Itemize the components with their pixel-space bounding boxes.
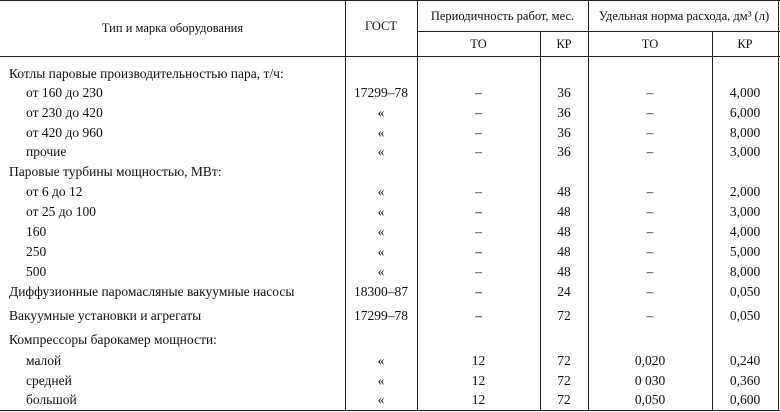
cell-n-to: – (646, 204, 654, 219)
cell-p-to: – (475, 264, 482, 279)
cell-p-kr: 48 (557, 184, 571, 199)
cell-n-to (588, 162, 712, 182)
cell-p-to (417, 64, 540, 84)
cell-n-to: – (646, 105, 654, 120)
cell-n-kr: 2,000 (729, 184, 761, 199)
cell-gost: « (377, 244, 385, 259)
cell-n-to: – (646, 308, 654, 323)
cell-n-to (588, 64, 712, 84)
cell-p-kr: 72 (557, 308, 571, 323)
cell-gost: « (377, 105, 385, 120)
cell-name: Компрессоры барокамер мощности: (9, 332, 217, 347)
cell-p-to: 12 (471, 373, 486, 388)
cell-p-to: – (475, 85, 482, 100)
cell-p-kr: 72 (557, 353, 571, 368)
cell-gost: 18300–87 (354, 284, 408, 299)
header-norm: Удельная норма расхода, дм³ (л) (598, 9, 770, 23)
cell-gost (345, 162, 417, 182)
cell-p-to: 12 (471, 353, 486, 368)
table-bottom-border (0, 410, 780, 411)
cell-gost: « (377, 373, 385, 388)
cell-p-to: – (475, 125, 482, 140)
cell-n-kr: 0,050 (729, 284, 761, 299)
header-norm-to: ТО (641, 37, 659, 51)
cell-name: прочие (26, 144, 67, 159)
cell-gost: « (377, 264, 385, 279)
cell-p-kr: 36 (557, 144, 571, 159)
cell-gost: « (377, 353, 385, 368)
header-gost: ГОСТ (364, 19, 398, 33)
cell-n-to (588, 330, 712, 350)
cell-n-to: – (646, 224, 654, 239)
cell-n-kr: 4,000 (729, 85, 761, 100)
cell-name: средней (26, 373, 72, 388)
cell-n-kr: 0,050 (729, 308, 761, 323)
cell-n-kr: 3,000 (729, 144, 761, 159)
cell-n-to: 0,050 (634, 392, 666, 407)
cell-p-to: – (475, 284, 482, 299)
cell-p-to: – (475, 204, 482, 219)
cell-name: от 25 до 100 (26, 204, 96, 219)
cell-name: 500 (26, 264, 47, 279)
cell-n-kr (712, 162, 778, 182)
cell-n-to: – (646, 85, 654, 100)
cell-p-kr (540, 162, 588, 182)
cell-p-to (417, 162, 540, 182)
cell-p-kr: 72 (557, 373, 571, 388)
cell-gost: 17299–78 (354, 85, 408, 100)
cell-n-to: – (646, 184, 654, 199)
cell-name: большой (26, 392, 77, 407)
cell-gost: « (377, 125, 385, 140)
cell-name: Паровые турбины мощностью, МВт: (9, 164, 222, 179)
cell-gost (345, 64, 417, 84)
cell-p-to: – (475, 308, 482, 323)
header-period-to: ТО (470, 37, 487, 51)
cell-name: Котлы паровые производительностью пара, т/ч: (9, 66, 284, 81)
table-right-border (778, 0, 779, 411)
cell-n-kr: 6,000 (729, 105, 761, 120)
cell-n-kr: 4,000 (729, 224, 761, 239)
cell-gost: « (377, 184, 385, 199)
cell-name: 250 (26, 244, 47, 259)
header-norm-kr: КР (737, 37, 753, 51)
cell-gost: « (377, 224, 385, 239)
cell-gost: « (377, 392, 385, 407)
cell-gost: « (377, 204, 385, 219)
cell-p-kr (540, 330, 588, 350)
cell-p-kr: 48 (557, 224, 571, 239)
cell-n-to: – (646, 264, 654, 279)
cell-n-kr (712, 64, 778, 84)
cell-p-to: 12 (471, 392, 486, 407)
cell-n-to: – (646, 284, 654, 299)
cell-n-kr (712, 330, 778, 350)
cell-p-kr: 72 (557, 392, 571, 407)
cell-name: от 6 до 12 (26, 184, 83, 199)
cell-name: от 160 до 230 (26, 85, 103, 100)
cell-gost (345, 330, 417, 350)
cell-p-kr: 36 (557, 105, 571, 120)
cell-n-kr: 8,000 (729, 264, 761, 279)
cell-p-kr: 24 (557, 284, 571, 299)
cell-p-to: – (475, 105, 482, 120)
cell-p-to: – (475, 244, 482, 259)
cell-name: 160 (26, 224, 47, 239)
cell-p-to: – (475, 184, 482, 199)
cell-p-to (417, 330, 540, 350)
cell-p-kr (540, 64, 588, 84)
header-period: Периодичность работ, мес. (430, 9, 575, 23)
cell-gost: 17299–78 (354, 308, 408, 323)
cell-p-kr: 48 (557, 264, 571, 279)
cell-n-kr: 5,000 (729, 244, 761, 259)
header-type: Тип и марка оборудования (101, 21, 244, 35)
cell-n-to: – (646, 144, 654, 159)
header-period-kr: КР (556, 37, 572, 51)
cell-n-to: 0 030 (634, 373, 666, 388)
cell-n-kr: 3,000 (729, 204, 761, 219)
cell-n-to: 0,020 (634, 353, 666, 368)
cell-n-kr: 0,240 (729, 353, 761, 368)
cell-gost: « (377, 144, 385, 159)
table-top-border (0, 0, 780, 1)
header-divider (417, 31, 780, 32)
cell-name: Вакуумные установки и агрегаты (9, 308, 202, 323)
cell-name: Диффузионные паромасляные вакуумные насосы (9, 284, 295, 299)
cell-p-kr: 48 (557, 244, 571, 259)
cell-n-kr: 0,360 (729, 373, 761, 388)
cell-p-to: – (475, 144, 482, 159)
cell-name: от 230 до 420 (26, 105, 103, 120)
cell-n-kr: 8,000 (729, 125, 761, 140)
cell-p-kr: 36 (557, 125, 571, 140)
cell-n-kr: 0,600 (729, 392, 761, 407)
header-bottom-border (0, 56, 780, 57)
cell-n-to: – (646, 125, 654, 140)
cell-n-to: – (646, 244, 654, 259)
cell-name: от 420 до 960 (26, 125, 103, 140)
cell-p-to: – (475, 224, 482, 239)
cell-name: малой (26, 353, 62, 368)
cell-p-kr: 48 (557, 204, 571, 219)
cell-p-kr: 36 (557, 85, 571, 100)
